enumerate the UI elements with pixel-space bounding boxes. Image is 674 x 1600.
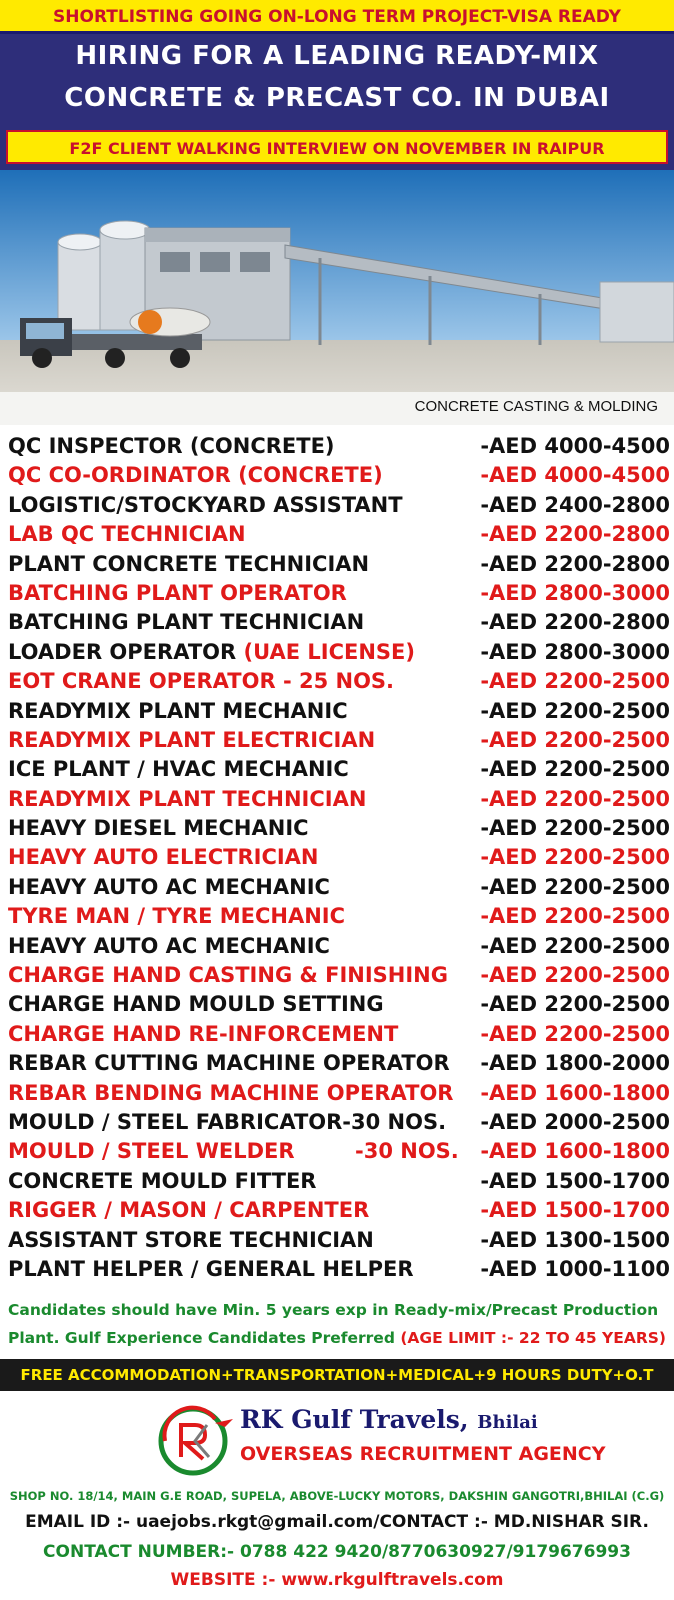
job-row [8, 1255, 670, 1284]
job-row [8, 667, 670, 696]
job-title-text: MOULD / STEEL WELDER [8, 1139, 295, 1164]
job-row [8, 608, 670, 637]
job-title-text: MOULD / STEEL FABRICATOR-30 NOS. [8, 1109, 447, 1134]
job-title-text: CHARGE HAND CASTING & FINISHING [8, 963, 448, 988]
job-salary: -AED 2200-2800 [480, 551, 670, 576]
note-line2 [8, 1324, 670, 1352]
job-salary: -AED 1600-1800 [480, 1080, 670, 1105]
job-row [8, 638, 670, 667]
job-title [8, 579, 347, 608]
job-title [8, 432, 335, 461]
job-title-text: HEAVY AUTO ELECTRICIAN [8, 845, 319, 870]
job-title-text: PLANT HELPER / GENERAL HELPER [8, 1256, 414, 1281]
job-row [8, 843, 670, 872]
job-salary: -AED 2800-3000 [480, 639, 670, 664]
job-title [8, 1196, 369, 1225]
job-salary: -AED 2200-2500 [480, 904, 670, 929]
job-title-text: LAB QC TECHNICIAN [8, 522, 246, 547]
job-row [8, 932, 670, 961]
job-title [8, 873, 330, 902]
job-row [8, 1196, 670, 1225]
job-title [8, 1226, 374, 1255]
job-salary: -AED 1800-2000 [480, 1051, 670, 1076]
job-title [8, 608, 364, 637]
job-title-text: READYMIX PLANT MECHANIC [8, 698, 348, 723]
job-title-text: READYMIX PLANT TECHNICIAN [8, 786, 367, 811]
job-title-text: BATCHING PLANT OPERATOR [8, 580, 347, 605]
job-salary: -AED 2200-2500 [480, 1021, 670, 1046]
job-row [8, 990, 670, 1019]
job-title [8, 491, 403, 520]
job-title-text: QC INSPECTOR (CONCRETE) [8, 434, 335, 458]
job-title [8, 755, 349, 784]
agency-name-text: RK Gulf Travels, [240, 1405, 478, 1434]
job-title-text: RIGGER / MASON / CARPENTER [8, 1198, 370, 1223]
job-title-text: HEAVY DIESEL MECHANIC [8, 816, 309, 841]
agency-name [240, 1405, 538, 1434]
job-salary: -AED 2200-2500 [480, 874, 670, 899]
job-title-text: TYRE MAN / TYRE MECHANIC [8, 904, 346, 929]
job-row [8, 961, 670, 990]
job-salary: -AED 4000-4500 [480, 463, 670, 488]
job-title [8, 726, 375, 755]
job-row [8, 697, 670, 726]
job-salary: -AED 1500-1700 [480, 1198, 670, 1223]
job-salary: -AED 2200-2500 [480, 816, 670, 841]
job-row [8, 1079, 670, 1108]
job-row [8, 461, 670, 490]
interview-text: F2F CLIENT WALKING INTERVIEW ON NOVEMBER IN RAIPUR [6, 130, 668, 164]
job-row [8, 814, 670, 843]
job-salary: -AED 2200-2800 [480, 610, 670, 635]
job-salary: -AED 2400-2800 [480, 492, 670, 517]
job-title-text: BATCHING PLANT TECHNICIAN [8, 610, 365, 635]
agency-website: WEBSITE :- www.rkgulftravels.com [170, 1570, 504, 1590]
job-row [8, 1020, 670, 1049]
job-title-count: -30 NOS. [355, 1139, 459, 1164]
job-title-text: QC CO-ORDINATOR (CONCRETE) [8, 463, 383, 488]
agency-email: EMAIL ID :- uaejobs.rkgt@gmail.com/CONTACT :- MD.NISHAR SIR. [25, 1512, 649, 1532]
plant-illustration [0, 170, 674, 425]
plant-photo [0, 170, 674, 425]
job-row [8, 785, 670, 814]
top-banner: SHORTLISTING GOING ON-LONG TERM PROJECT-VISA READY [0, 0, 674, 34]
job-title [8, 1079, 453, 1108]
job-title [8, 990, 384, 1019]
job-row [8, 755, 670, 784]
job-title [8, 461, 383, 490]
job-salary: -AED 2000-2500 [480, 1109, 670, 1134]
job-title-text: ICE PLANT / HVAC MECHANIC [8, 757, 349, 782]
job-salary: -AED 4000-4500 [480, 434, 670, 458]
job-salary: -AED 2200-2500 [480, 963, 670, 988]
job-row [8, 1137, 670, 1166]
job-row [8, 432, 670, 461]
job-row [8, 550, 670, 579]
job-title [8, 814, 309, 843]
agency-address: SHOP NO. 18/14, MAIN G.E ROAD, SUPELA, ABOVE-LUCKY MOTORS, DAKSHIN GANGOTRI,BHILAI (C.G) [9, 1489, 665, 1503]
job-salary: -AED 2200-2500 [480, 727, 670, 752]
job-title-text: LOGISTIC/STOCKYARD ASSISTANT [8, 492, 403, 517]
job-title-text: READYMIX PLANT ELECTRICIAN [8, 727, 376, 752]
note-line2-text: Plant. Gulf Experience Candidates Preferred [8, 1329, 401, 1347]
job-title-text: CONCRETE MOULD FITTER [8, 1168, 317, 1193]
job-title-text: REBAR BENDING MACHINE OPERATOR [8, 1080, 454, 1105]
job-title [8, 1049, 450, 1078]
job-salary: -AED 2200-2800 [480, 522, 670, 547]
job-title-text: EOT CRANE OPERATOR - 25 NOS. [8, 669, 395, 694]
job-list [8, 432, 670, 1284]
agency-phone: CONTACT NUMBER:- 0788 422 9420/8770630927/9179676993 [43, 1542, 631, 1562]
agency-logo-icon [155, 1401, 235, 1479]
headline [0, 34, 674, 124]
job-title [8, 550, 369, 579]
job-title [8, 843, 319, 872]
job-title [8, 667, 394, 696]
job-row [8, 491, 670, 520]
headline-line1: HIRING FOR A LEADING READY-MIX [75, 41, 599, 71]
agency-city: Bhilai [477, 1412, 538, 1433]
photo-caption: CONCRETE CASTING & MOLDING [414, 398, 658, 415]
job-title-text: CHARGE HAND RE-INFORCEMENT [8, 1021, 399, 1046]
job-salary: -AED 2800-3000 [480, 580, 670, 605]
job-title [8, 1137, 459, 1166]
agency-tagline: OVERSEAS RECRUITMENT AGENCY [240, 1443, 606, 1465]
note-line1: Candidates should have Min. 5 years exp in Ready-mix/Precast Production [8, 1301, 659, 1319]
job-title [8, 961, 448, 990]
job-title [8, 1108, 446, 1137]
job-row [8, 579, 670, 608]
job-row [8, 520, 670, 549]
job-title [8, 520, 246, 549]
job-salary: -AED 1300-1500 [480, 1227, 670, 1252]
benefits-bar: FREE ACCOMMODATION+TRANSPORTATION+MEDICAL+9 HOURS DUTY+O.T [0, 1359, 674, 1391]
job-title-text: REBAR CUTTING MACHINE OPERATOR [8, 1051, 450, 1076]
job-salary: -AED 2200-2500 [480, 933, 670, 958]
job-title-text: PLANT CONCRETE TECHNICIAN [8, 551, 370, 576]
job-title-text: ASSISTANT STORE TECHNICIAN [8, 1227, 374, 1252]
job-salary: -AED 2200-2500 [480, 698, 670, 723]
job-title [8, 697, 348, 726]
job-row [8, 902, 670, 931]
job-salary: -AED 1600-1800 [480, 1139, 670, 1164]
job-salary: -AED 2200-2500 [480, 757, 670, 782]
headline-line2: CONCRETE & PRECAST CO. IN DUBAI [64, 83, 610, 113]
job-row [8, 873, 670, 902]
job-title-text: HEAVY AUTO AC MECHANIC [8, 933, 330, 958]
job-title-text: CHARGE HAND MOULD SETTING [8, 992, 384, 1017]
job-title [8, 1020, 398, 1049]
job-row [8, 1226, 670, 1255]
requirements-note [8, 1296, 670, 1352]
job-title [8, 1255, 414, 1284]
job-title [8, 785, 366, 814]
job-title-text: LOADER OPERATOR [8, 639, 244, 664]
job-row [8, 726, 670, 755]
job-title [8, 1167, 316, 1196]
agency-footer [0, 1391, 674, 1600]
job-salary: -AED 2200-2500 [480, 845, 670, 870]
job-title [8, 638, 415, 667]
job-title [8, 932, 330, 961]
job-salary: -AED 2200-2500 [480, 992, 670, 1017]
job-title-text: HEAVY AUTO AC MECHANIC [8, 874, 330, 899]
job-row [8, 1108, 670, 1137]
job-salary: -AED 1000-1100 [480, 1256, 670, 1281]
job-title-extra: (UAE LICENSE) [243, 639, 415, 664]
job-title [8, 902, 345, 931]
interview-banner [0, 124, 674, 170]
age-limit: (AGE LIMIT :- 22 TO 45 YEARS) [400, 1329, 666, 1347]
job-salary: -AED 2200-2500 [480, 786, 670, 811]
job-row [8, 1167, 670, 1196]
job-row [8, 1049, 670, 1078]
job-salary: -AED 1500-1700 [480, 1168, 670, 1193]
job-salary: -AED 2200-2500 [480, 669, 670, 694]
